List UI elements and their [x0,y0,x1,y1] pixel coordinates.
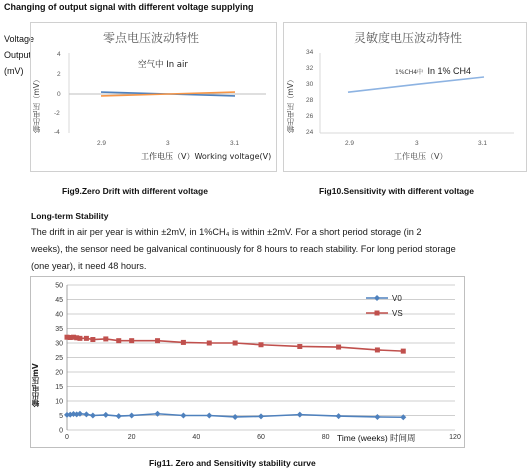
fig9-xlabel: 工作电压（V）Working voltage(V) [141,152,272,161]
fig9-ytick: 0 [57,91,61,98]
fig10-xlabel: 工作电压（V） [394,152,448,161]
fig11-ytick-label: 40 [55,311,63,319]
fig10-caption: Fig10.Sensitivity with different voltage [319,186,474,196]
fig10-plot [284,23,526,171]
fig11-point-vs [155,338,160,343]
fig11-point-vs [77,336,82,341]
fig11-ylabel: 输出电压mV [31,363,40,407]
fig9-chart [30,22,277,172]
longterm-paragraph [31,224,526,275]
fig10-chart [283,22,527,172]
fig11-caption: Fig11. Zero and Sensitivity stability curve [149,458,316,468]
fig11-ytick-label: 15 [55,384,63,391]
fig11-xlabel: Time (weeks) 时间周 [337,433,416,443]
fig11-point-v0 [103,412,109,418]
fig11-point-vs [181,340,186,345]
fig11-point-vs [259,342,264,347]
fig11-ytick-label: 5 [59,413,63,420]
fig9-plot [31,23,276,171]
fig10-ytick: 34 [306,49,314,56]
fig11-point-v0 [90,413,96,419]
fig11-point-v0 [374,414,380,420]
fig9-ytick: 2 [57,71,61,78]
fig10-annotation-cn: 1%CH4中 [395,69,424,76]
left-axis-label-line-2: Output [4,50,32,60]
fig11-point-vs [116,338,121,343]
fig10-series-line-1 [348,77,484,92]
fig11-ytick-label: 35 [55,326,63,333]
fig11-point-vs [207,341,212,346]
fig10-xtick: 2.9 [345,140,355,147]
fig11-point-vs [401,349,406,354]
fig10-ytick: 26 [306,113,314,120]
longterm-heading: Long-term Stability [31,211,109,221]
fig11-ytick-label: 0 [59,427,63,435]
fig9-ytick: -2 [54,110,60,117]
fig11-chart [30,276,465,448]
fig11-point-v0 [297,412,303,418]
fig11-point-v0 [116,413,122,419]
fig10-ytick: 30 [306,81,314,88]
fig11-point-vs [297,344,302,349]
fig11-xtick-label: 20 [127,434,136,441]
fig11-point-v0 [180,413,186,419]
fig11-legend-v0-marker [374,295,380,301]
fig9-xtick: 3.1 [230,140,240,147]
fig9-ytick: 4 [57,51,61,58]
fig11-point-v0 [206,413,212,419]
fig9-ytick: -4 [54,129,60,136]
fig10-xtick: 3 [415,140,419,147]
left-axis-label-line-3: (mV) [4,66,24,76]
fig10-xtick: 3.1 [478,140,488,147]
fig11-ytick-label: 25 [55,355,63,362]
fig11-point-vs [233,341,238,346]
fig11-legend-vs-marker [375,311,380,316]
section-title: Changing of output signal with different voltage supplying [4,2,254,12]
fig11-point-v0 [129,413,135,419]
fig11-xtick-label: 60 [257,434,265,441]
fig11-point-vs [103,336,108,341]
fig11-point-vs [129,338,134,343]
fig9-annotation: 空气中 In air [138,60,188,70]
fig11-xtick-label: 120 [449,434,461,441]
fig9-ylabel: 输出电压（mV） [32,75,41,133]
fig11-xtick-label: 40 [192,434,201,441]
fig10-ytick: 28 [306,97,314,104]
fig11-point-v0 [232,414,238,420]
fig9-chart-title: 零点电压波动特性 [103,31,200,45]
fig11-plot [31,277,464,447]
fig11-legend-vs-label: VS [392,309,403,318]
fig11-ytick-label: 30 [55,340,63,348]
fig11-ytick-label: 45 [55,297,63,304]
fig11-xtick-label: 0 [65,434,69,441]
fig11-point-v0 [83,411,89,417]
fig11-ytick-label: 20 [55,369,63,377]
fig11-ytick-label: 10 [55,398,63,406]
left-axis-label-line-1: Voltage [4,34,35,44]
fig9-xtick: 3 [166,140,170,147]
fig10-ytick: 32 [306,65,314,72]
fig11-point-vs [90,337,95,342]
fig11-point-v0 [336,413,342,419]
fig10-annotation-en: In 1% CH4 [427,66,472,76]
fig11-xtick-label: 80 [321,434,330,441]
fig11-point-vs [375,347,380,352]
fig11-ytick-label: 50 [55,282,63,290]
fig9-xtick: 2.9 [97,140,107,147]
longterm-line-2: weeks), the sensor need be galvanical continuously for 8 hours to reach stability. For long period storage [31,244,456,254]
fig10-ylabel: 输出电压（mV） [286,75,295,133]
fig11-legend-v0-label: V0 [392,294,402,303]
fig10-chart-title: 灵敏度电压波动特性 [354,31,463,45]
fig11-point-vs [336,345,341,350]
fig11-point-vs [84,336,89,341]
longterm-line-1: The drift in air per year is within ±2mV, in 1%CH₄ is within ±2mV. For a short period storage (in 2 [31,227,422,237]
fig10-ytick: 24 [306,129,314,136]
longterm-line-3: (one year), it need 48 hours. [31,261,147,271]
fig11-point-v0 [258,413,264,419]
fig9-caption: Fig9.Zero Drift with different voltage [62,186,208,196]
